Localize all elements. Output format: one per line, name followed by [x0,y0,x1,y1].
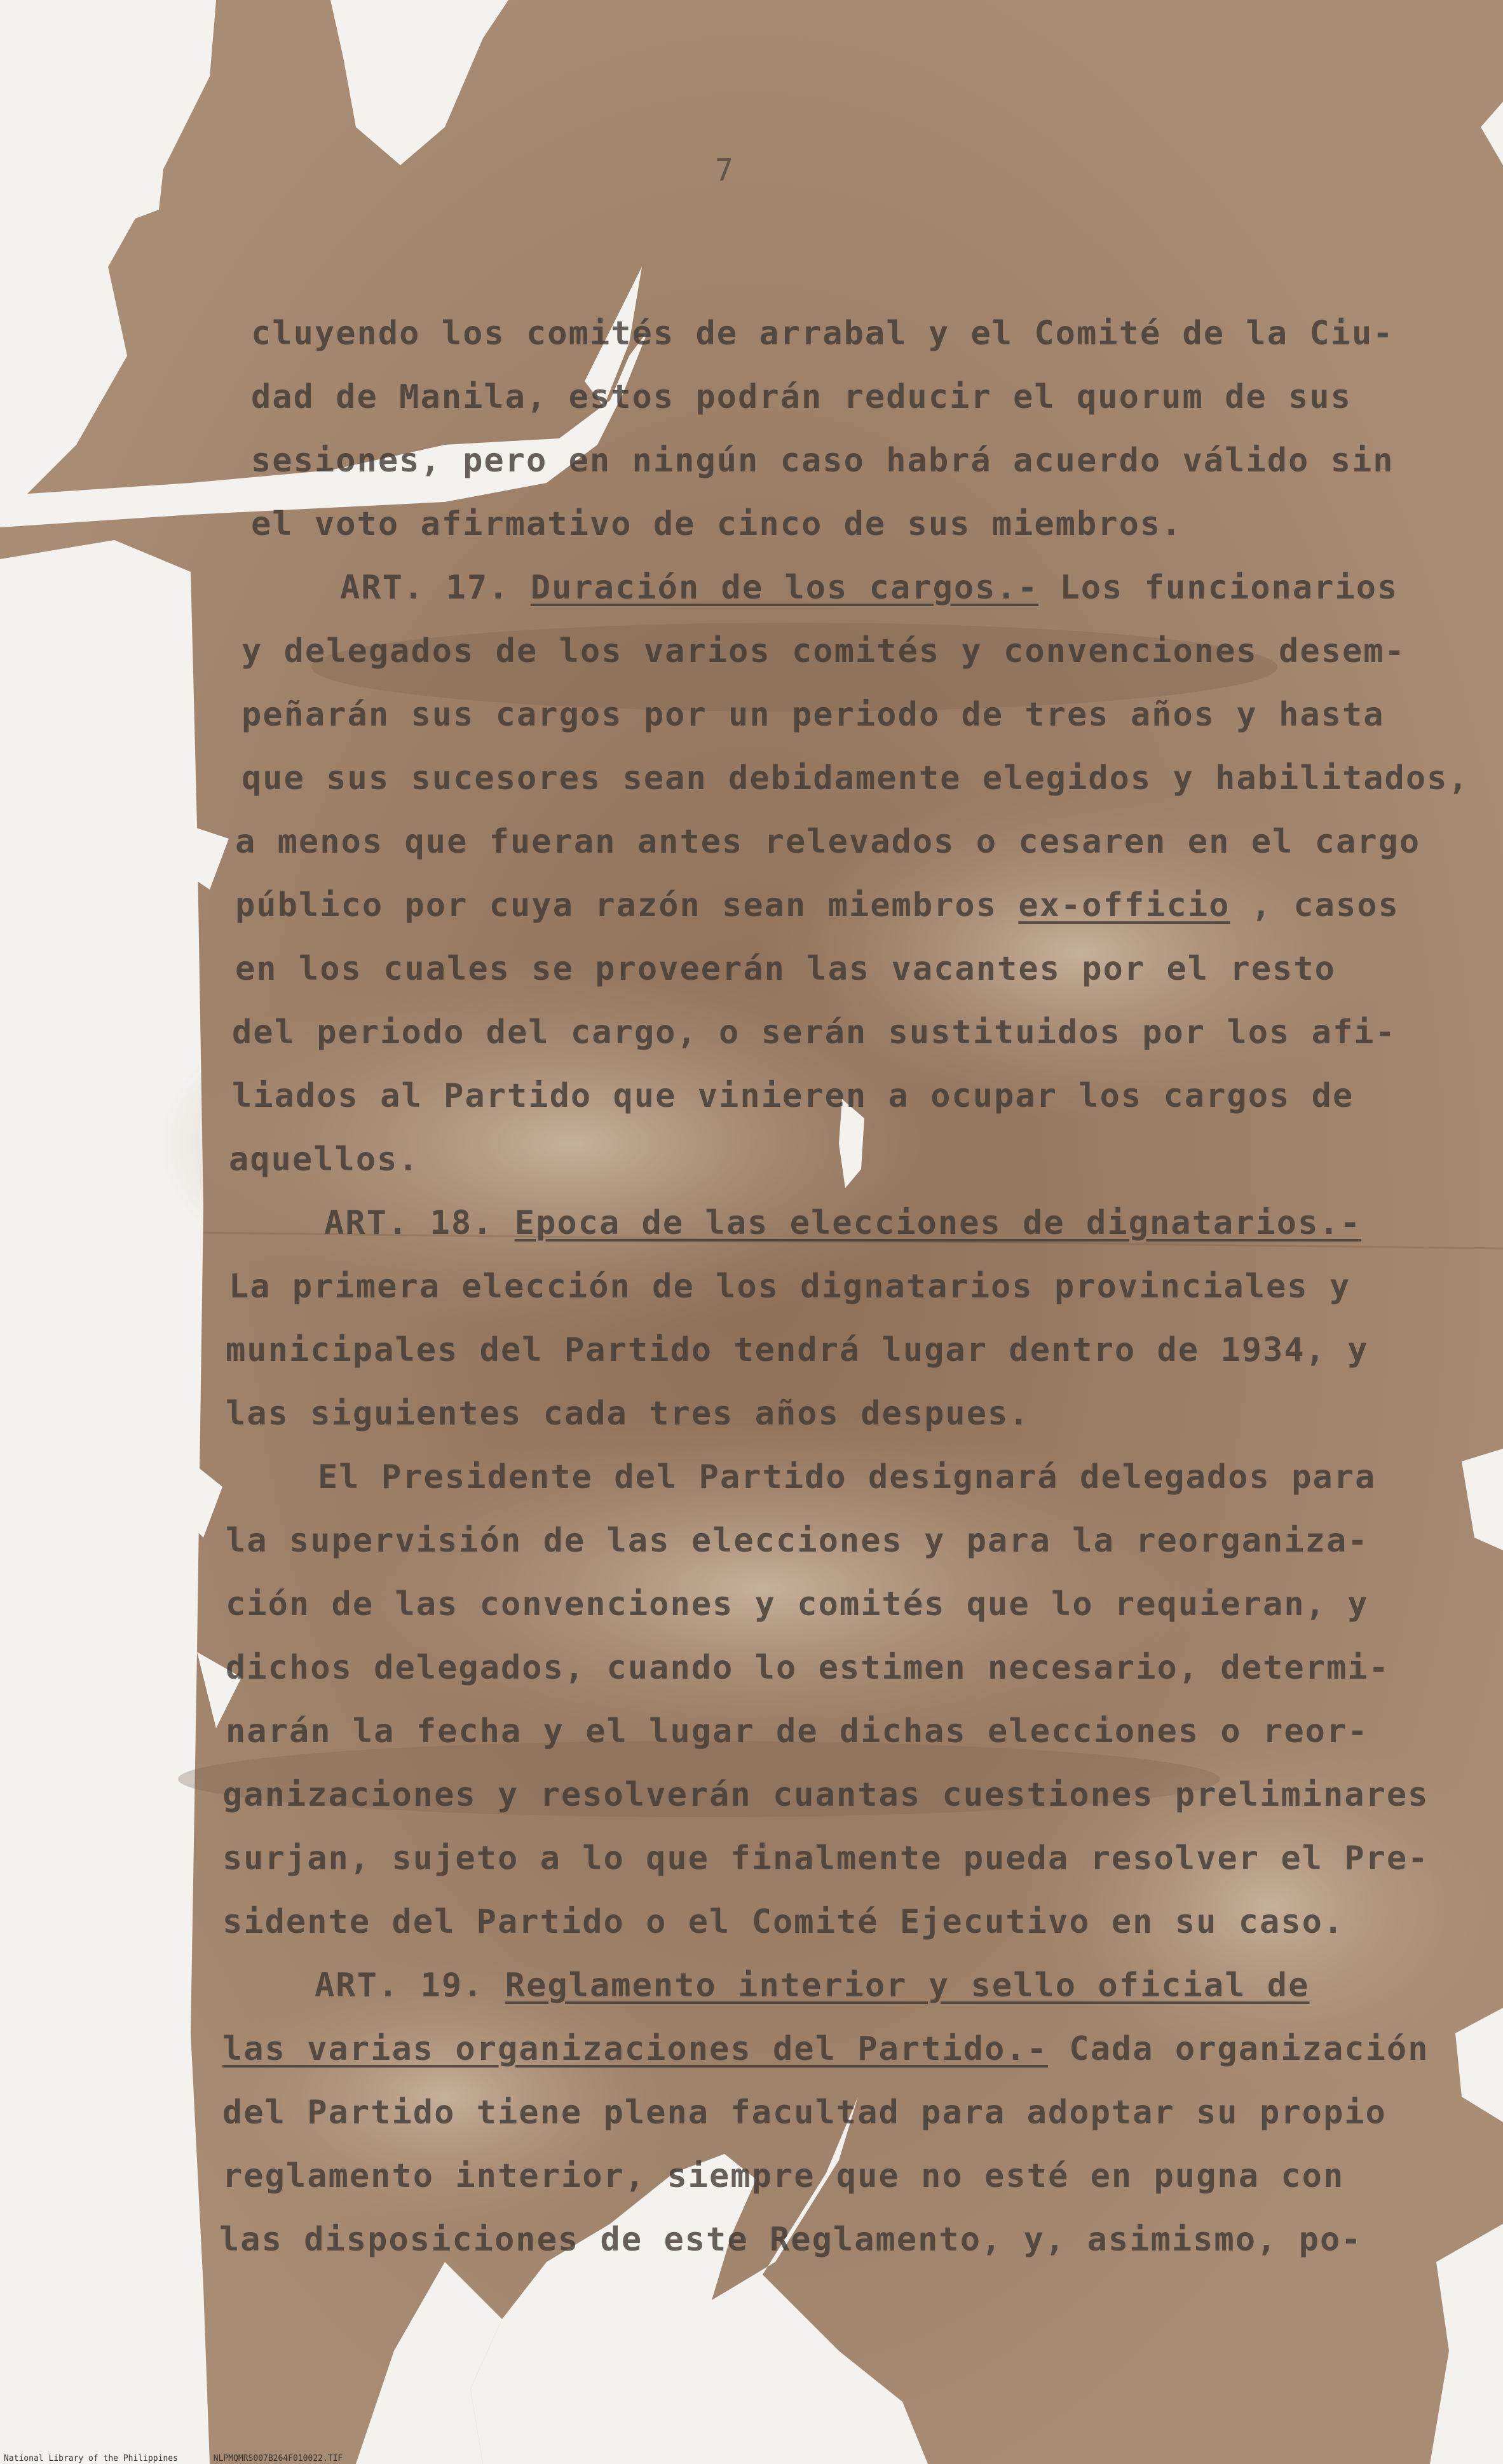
page-number: 7 [715,152,733,188]
article-heading: Reglamento interior y sello oficial de [505,1966,1310,2005]
text-line: que sus sucesores sean debidamente elegidos y habilitados, [241,759,1469,797]
text-line: dad de Manila, estos podrán reducir el quorum de sus [251,378,1352,416]
text-line: cluyendo los comités de arrabal y el Comité de la Ciu- [251,315,1394,353]
text-line: La primera elección de los dignatarios provinciales y [229,1268,1351,1306]
text-segment: público por cuya razón sean miembros [235,886,998,924]
text-line: dichos delegados, cuando lo estimen necesario, determi- [226,1649,1390,1687]
article-number: ART. 18. [324,1204,494,1242]
article-heading-continued: las varias organizaciones del Partido.- [222,2030,1048,2068]
library-credit: National Library of the Philippines [4,2454,178,2463]
text-line: aquellos. [229,1141,419,1179]
text-line: las siguientes cada tres años despues. [226,1395,1030,1433]
text-line: y delegados de los varios comités y convenciones desem- [241,632,1406,670]
text-line: la supervisión de las elecciones y para la reorganiza- [226,1522,1369,1560]
text-line: sidente del Partido o el Comité Ejecutivo en su caso. [222,1903,1345,1941]
text-line: ción de las convenciones y comités que lo requieran, y [226,1585,1369,1623]
text-line-with-underline [235,886,1399,924]
text-segment: Cada organización [1069,2030,1429,2068]
article-number: ART. 17. [340,569,510,607]
text-line: reglamento interior, siempre que no esté en pugna con [222,2157,1345,2195]
article-number: ART. 19. [315,1966,484,2005]
text-line [222,2030,1429,2068]
text-line: del Partido tiene plena facultad para adoptar su propio [222,2094,1387,2132]
article-17-line [340,569,1398,607]
text-line: del periodo del cargo, o serán sustituidos por los afi- [232,1013,1396,1052]
text-line: El Presidente del Partido designará delegados para [318,1458,1377,1496]
article-heading: Duración de los cargos.- [530,569,1039,607]
ex-officio-term: ex-officio [1018,886,1230,924]
article-heading: Epoca de las elecciones de dignatarios.- [514,1204,1362,1242]
article-19-line [315,1966,1309,2005]
text-line: peñarán sus cargos por un periodo de tres años y hasta [241,696,1385,734]
text-line: las disposiciones de este Reglamento, y, asimismo, po- [219,2221,1363,2259]
article-text: Los funcionarios [1059,569,1399,607]
text-line: municipales del Partido tendrá lugar dentro de 1934, y [226,1331,1369,1369]
archive-footer [4,2454,373,2463]
text-line: narán la fecha y el lugar de dichas elecciones o reor- [226,1712,1369,1750]
text-line: el voto afirmativo de cinco de sus miembros. [251,505,1183,543]
text-line: en los cuales se proveerán las vacantes por el resto [235,950,1336,988]
text-line: surjan, sujeto a lo que finalmente pueda resolver el Pre- [222,1839,1429,1878]
text-line: sesiones, pero en ningún caso habrá acuerdo válido sin [251,442,1394,480]
text-line: a menos que fueran antes relevados o cesaren en el cargo [235,823,1421,861]
article-18-line [324,1204,1361,1242]
file-identifier: NLPMQMRS007B264F010022.TIF [213,2454,343,2463]
text-line: liados al Partido que vinieren a ocupar los cargos de [232,1077,1354,1115]
text-segment: , casos [1251,886,1399,924]
text-line: ganizaciones y resolverán cuantas cuestiones preliminares [222,1776,1429,1814]
